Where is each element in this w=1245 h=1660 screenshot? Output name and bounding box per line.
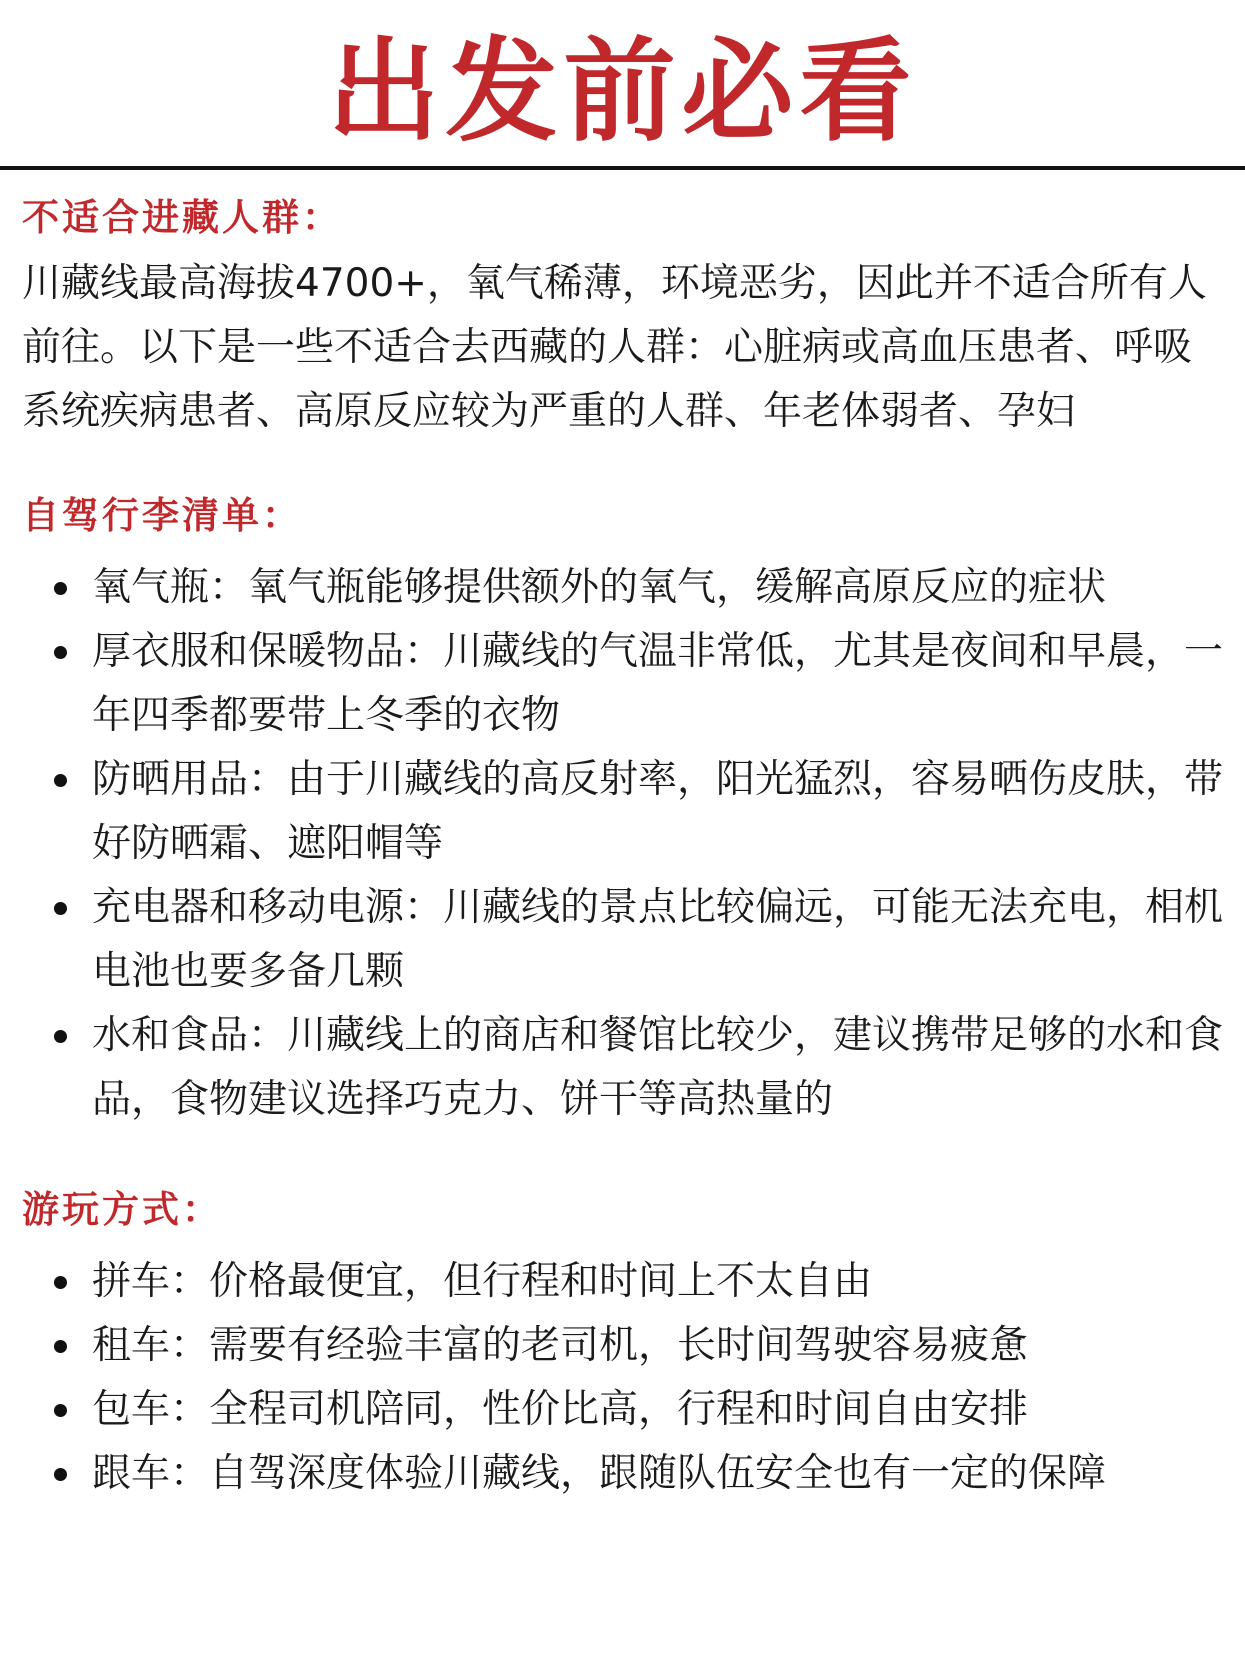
list-item: [22, 556, 1227, 620]
bullet-icon: [54, 902, 67, 915]
section-heading-travel-modes: 游玩方式：: [22, 1188, 222, 1231]
bullet-icon: [54, 1404, 67, 1417]
list-item: [22, 1378, 1227, 1442]
bullet-icon: [54, 1340, 67, 1353]
list-item-text: 租车：需要有经验丰富的老司机，长时间驾驶容易疲惫: [92, 1323, 1029, 1368]
travel-modes-list: [22, 1250, 1227, 1506]
section-heading-packing-list: 自驾行李清单：: [22, 494, 302, 537]
packing-list: [22, 556, 1227, 1132]
list-item-text: 氧气瓶：氧气瓶能够提供额外的氧气，缓解高原反应的症状: [92, 565, 1107, 610]
bullet-icon: [54, 582, 67, 595]
list-item-text: 包车：全程司机陪同，性价比高，行程和时间自由安排: [92, 1387, 1029, 1432]
list-item: [22, 620, 1227, 748]
list-item-text: 跟车：自驾深度体验川藏线，跟随队伍安全也有一定的保障: [92, 1451, 1107, 1496]
list-item: [22, 1442, 1227, 1506]
section-heading-unsuitable-groups: 不适合进藏人群：: [22, 196, 342, 239]
list-item: [22, 1250, 1227, 1314]
page-title: 出发前必看: [327, 27, 918, 157]
list-item: [22, 748, 1227, 876]
list-item-text: 充电器和移动电源：川藏线的景点比较偏远，可能无法充电，相机电池也要多备几颗: [92, 885, 1224, 994]
list-item-text: 防晒用品：由于川藏线的高反射率，阳光猛烈，容易晒伤皮肤，带好防晒霜、遮阳帽等: [92, 757, 1224, 866]
list-item: [22, 876, 1227, 1004]
bullet-icon: [54, 646, 67, 659]
bullet-icon: [54, 1468, 67, 1481]
content: [22, 190, 1227, 1506]
title-divider: [0, 166, 1245, 170]
list-item-text: 厚衣服和保暖物品：川藏线的气温非常低，尤其是夜间和早晨，一年四季都要带上冬季的衣物: [92, 629, 1224, 738]
unsuitable-groups-paragraph: 川藏线最高海拔4700+，氧气稀薄，环境恶劣，因此并不适合所有人前往。以下是一些不适合去西藏的人群：心脏病或高血压患者、呼吸系统疾病患者、高原反应较为严重的人群、年老体弱者、孕妇: [22, 261, 1207, 434]
list-item-text: 拼车：价格最便宜，但行程和时间上不太自由: [92, 1259, 873, 1304]
bullet-icon: [54, 1030, 67, 1043]
bullet-icon: [54, 1276, 67, 1289]
list-item: [22, 1314, 1227, 1378]
bullet-icon: [54, 774, 67, 787]
list-item: [22, 1004, 1227, 1132]
list-item-text: 水和食品：川藏线上的商店和餐馆比较少，建议携带足够的水和食品，食物建议选择巧克力、饼干等高热量的: [92, 1013, 1224, 1122]
